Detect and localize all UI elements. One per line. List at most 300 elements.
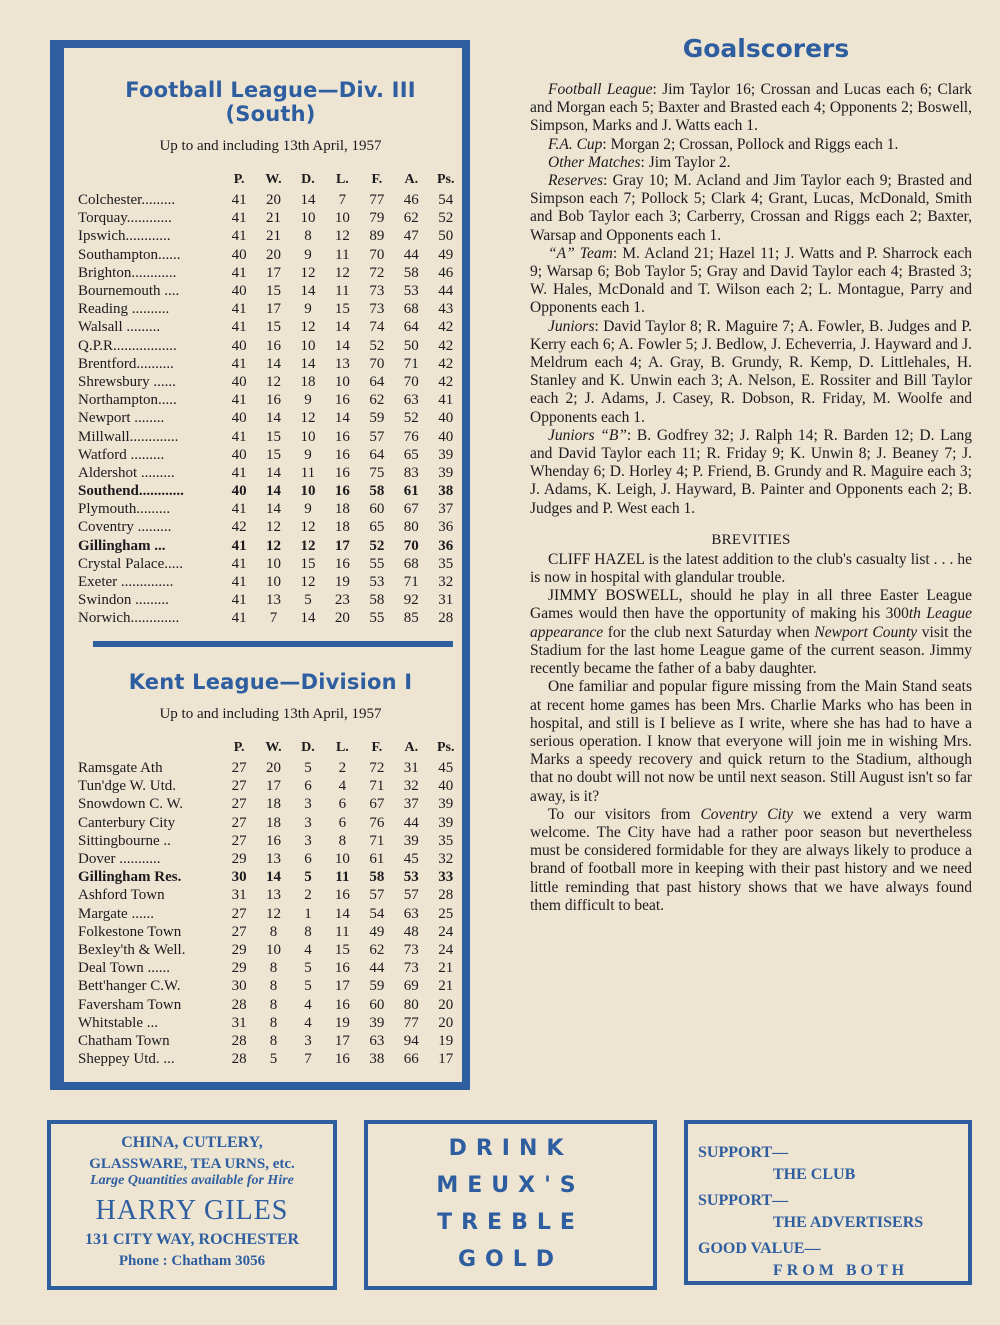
team-name: Shrewsbury ...... (78, 373, 176, 390)
stat-cell: 12 (300, 410, 316, 427)
team-name: Brighton............ (78, 264, 177, 281)
stat-cell: 6 (304, 851, 312, 868)
stat-cell: 80 (403, 519, 419, 536)
stat-cell: 14 (300, 192, 316, 209)
stat-cell: 35 (438, 555, 454, 572)
stat-cell: 76 (369, 814, 385, 831)
kent-title: Kent League—Division I (128, 670, 413, 694)
stat-cell: 45 (438, 760, 454, 777)
stat-cell: 16 (334, 555, 350, 572)
stat-cell: 20 (266, 192, 282, 209)
stat-cell: 41 (231, 301, 247, 318)
table-row (78, 373, 463, 391)
table-row (78, 959, 463, 977)
stat-cell: 31 (403, 760, 419, 777)
stat-cell: 14 (266, 483, 282, 500)
stat-cell: 11 (335, 923, 350, 940)
stat-cell: 28 (231, 1032, 247, 1049)
team-name: Northampton..... (78, 392, 177, 409)
stat-cell: 40 (231, 373, 247, 390)
stat-cell: 40 (438, 428, 454, 445)
stat-cell: 73 (369, 301, 385, 318)
stat-cell: 57 (369, 428, 385, 445)
goalscorers-column (530, 34, 972, 915)
column-header: D. (301, 172, 315, 187)
stat-cell: 27 (231, 832, 247, 849)
team-name: Exeter .............. (78, 574, 174, 591)
stat-cell: 18 (334, 501, 350, 518)
stat-cell: 65 (369, 519, 385, 536)
stat-cell: 41 (231, 501, 247, 518)
stat-cell: 15 (266, 428, 282, 445)
stat-cell: 5 (304, 760, 312, 777)
advert-name: HARRY GILES (95, 1195, 289, 1226)
team-name: Bett'hanger C.W. (78, 978, 181, 995)
stat-cell: 41 (231, 210, 247, 227)
goalscorer-paragraph (530, 81, 972, 136)
table-header-row (78, 737, 463, 759)
stat-cell: 68 (403, 301, 419, 318)
team-name: Ramsgate Ath (78, 760, 163, 777)
team-name: Newport ........ (78, 410, 165, 427)
stat-cell: 59 (369, 978, 385, 995)
team-name: Chatham Town (78, 1032, 170, 1049)
team-name: Walsall ......... (78, 319, 161, 336)
advert-phone: Phone : Chatham 3056 (118, 1253, 266, 1269)
stat-cell: 54 (369, 905, 385, 922)
stat-cell: 41 (231, 392, 247, 409)
stat-cell: 61 (369, 851, 385, 868)
stat-cell: 16 (266, 392, 282, 409)
stat-cell: 52 (369, 537, 385, 554)
stat-cell: 64 (403, 319, 419, 336)
stat-cell: 16 (334, 446, 350, 463)
team-name: Bournemouth .... (78, 283, 180, 300)
stat-cell: 14 (300, 283, 316, 300)
advert-line: THE CLUB (773, 1166, 856, 1183)
stat-cell: 44 (369, 960, 385, 977)
column-header: A. (404, 172, 419, 187)
stat-cell: 36 (438, 519, 454, 536)
team-name: Ashford Town (78, 887, 165, 904)
team-name: Snowdown C. W. (78, 796, 184, 813)
stat-cell: 10 (300, 428, 316, 445)
stat-cell: 8 (338, 832, 347, 849)
stat-cell: 60 (369, 501, 385, 518)
stat-cell: 60 (369, 996, 385, 1013)
stat-cell: 4 (338, 778, 347, 795)
team-name: Deal Town ...... (78, 960, 170, 977)
stat-cell: 52 (403, 410, 419, 427)
stat-cell: 7 (269, 610, 278, 627)
support-advert (684, 1120, 972, 1285)
harry-giles-advert (47, 1120, 337, 1290)
stat-cell: 16 (334, 887, 350, 904)
column-header: P. (233, 172, 245, 187)
stat-cell: 14 (334, 905, 350, 922)
stat-cell: 16 (334, 483, 350, 500)
div3-subtitle: Up to and including 13th April, 1957 (159, 138, 382, 154)
stat-cell: 41 (231, 192, 247, 209)
stat-cell: 10 (334, 210, 350, 227)
stat-cell: 7 (338, 192, 347, 209)
stat-cell: 13 (266, 592, 282, 609)
stat-cell: 69 (403, 978, 419, 995)
advert-line: SUPPORT— (698, 1192, 789, 1209)
stat-cell: 79 (369, 210, 385, 227)
stat-cell: 38 (438, 483, 454, 500)
stat-cell: 21 (438, 960, 454, 977)
stat-cell: 14 (300, 610, 316, 627)
table-row (78, 482, 463, 500)
stat-cell: 85 (403, 610, 419, 627)
table-row (78, 300, 463, 318)
advert-line: SUPPORT— (698, 1144, 789, 1161)
stat-cell: 12 (334, 264, 350, 281)
stat-cell: 12 (300, 264, 316, 281)
scorer-list: : B. Godfrey 32; J. Ralph 14; R. Barden 12; D. Lang and David Taylor each 11; R. Friday 9; K. Unwin 8; J. Beaney 7; J. Whenday 6; D. Horley 4; P. Friend, B. Grundy and R. Maguire each 3; J. Adams, K. Leigh, J. Hayward, B. Painter and Opponents each 2; B. Judges and P. West each 1. (530, 426, 973, 517)
goalscorers-title: Goalscorers (682, 34, 850, 63)
stat-cell: 63 (369, 1032, 385, 1049)
stat-cell: 31 (231, 1014, 247, 1031)
stat-cell: 40 (231, 410, 247, 427)
goalscorer-paragraph (530, 245, 972, 318)
advert-line: MEUX'S (436, 1173, 585, 1198)
section-divider (93, 641, 453, 647)
stat-cell: 20 (438, 1014, 454, 1031)
stat-cell: 8 (269, 923, 278, 940)
stat-cell: 61 (403, 483, 419, 500)
table-row (78, 446, 463, 464)
table-row (78, 555, 463, 573)
stat-cell: 40 (231, 337, 247, 354)
competition-label: Football League (548, 81, 653, 98)
stat-cell: 18 (300, 373, 316, 390)
stat-cell: 76 (403, 428, 419, 445)
column-header: L. (335, 172, 349, 187)
stat-cell: 41 (231, 228, 247, 245)
column-header: F. (371, 740, 383, 755)
stat-cell: 3 (304, 814, 312, 831)
stat-cell: 18 (266, 796, 282, 813)
stat-cell: 2 (338, 760, 347, 777)
stat-cell: 6 (338, 814, 347, 831)
stat-cell: 39 (438, 814, 454, 831)
stat-cell: 13 (266, 887, 282, 904)
goalscorers-list (530, 81, 972, 518)
stat-cell: 75 (369, 464, 385, 481)
stat-cell: 71 (369, 778, 385, 795)
scorer-list: : David Taylor 8; R. Maguire 7; A. Fowler, B. Judges and P. Kerry each 6; A. Fowler 5; J. Bedlow, J. Echeverria, J. Hayward and J. Meldrum each 4; A. Gray, B. Grundy, R. Kemp, D. Littlehales, H. Stanley and K. Unwin each 3; A. Nelson, E. Rossiter and Bill Taylor each 2; J. Adams, J. Casey, R. Dobson, R. Friday, M. Woolfe and Opponents each 1. (530, 317, 972, 426)
stat-cell: 50 (403, 337, 419, 354)
stat-cell: 11 (300, 464, 316, 481)
stat-cell: 73 (369, 283, 385, 300)
stat-cell: 66 (403, 1051, 419, 1068)
stat-cell: 6 (338, 796, 347, 813)
column-header: A. (404, 740, 419, 755)
table-row (78, 832, 463, 850)
stat-cell: 5 (269, 1051, 278, 1068)
stat-cell: 64 (369, 446, 385, 463)
team-name: Aldershot ......... (78, 464, 175, 481)
stat-cell: 72 (369, 760, 385, 777)
stat-cell: 25 (438, 905, 454, 922)
stat-cell: 57 (369, 887, 385, 904)
stat-cell: 40 (231, 246, 247, 263)
team-name: Torquay............ (78, 210, 172, 227)
advert-line: GOOD VALUE— (698, 1240, 821, 1257)
stat-cell: 39 (403, 832, 419, 849)
stat-cell: 47 (403, 228, 419, 245)
competition-label: Reserves (548, 172, 604, 190)
stat-cell: 16 (334, 996, 350, 1013)
stat-cell: 40 (231, 283, 247, 300)
stat-cell: 10 (334, 851, 350, 868)
stat-cell: 40 (231, 483, 247, 500)
team-name: Colchester......... (78, 192, 176, 209)
stat-cell: 10 (300, 483, 316, 500)
stat-cell: 70 (403, 373, 419, 390)
stat-cell: 10 (266, 941, 282, 958)
stat-cell: 17 (334, 978, 350, 995)
stat-cell: 70 (403, 537, 419, 554)
team-name: Coventry ......... (78, 519, 172, 536)
stat-cell: 17 (266, 301, 282, 318)
stat-cell: 15 (266, 283, 282, 300)
kent-table-section (78, 670, 463, 1068)
stat-cell: 53 (403, 283, 419, 300)
stat-cell: 12 (300, 319, 316, 336)
stat-cell: 28 (438, 887, 454, 904)
stat-cell: 41 (231, 555, 247, 572)
competition-label: “A” Team (548, 244, 613, 262)
team-name: Margate ...... (78, 905, 154, 922)
table-header-row (78, 169, 463, 191)
stat-cell: 16 (266, 832, 282, 849)
scorer-list: : Morgan 2; Crossan, Pollock and Riggs each 1. (602, 135, 899, 153)
stat-cell: 12 (266, 537, 282, 554)
table-row (78, 318, 463, 336)
stat-cell: 4 (304, 996, 312, 1013)
team-name: Plymouth......... (78, 501, 171, 518)
stat-cell: 8 (269, 1032, 278, 1049)
table-row (78, 923, 463, 941)
stat-cell: 15 (266, 319, 282, 336)
stat-cell: 41 (231, 264, 247, 281)
stat-cell: 44 (438, 283, 454, 300)
advert-line: FROM BOTH (773, 1262, 909, 1279)
advert-line: GOLD (457, 1247, 564, 1272)
stat-cell: 20 (266, 246, 282, 263)
stat-cell: 55 (369, 610, 385, 627)
table-row (78, 191, 463, 209)
scorer-list: : Jim Taylor 16; Crossan and Lucas each 6; Clark and Morgan each 5; Baxter and Brasted each 4; Opponents 2; Boswell, Simpson, Marks and J. Watts each 1. (530, 81, 972, 135)
stat-cell: 5 (304, 592, 312, 609)
stat-cell: 70 (369, 355, 385, 372)
stat-cell: 70 (369, 246, 385, 263)
stat-cell: 16 (334, 960, 350, 977)
stat-cell: 28 (231, 996, 247, 1013)
table-row (78, 609, 463, 627)
stat-cell: 48 (403, 923, 419, 940)
scorer-list: : Jim Taylor 2. (640, 153, 731, 171)
column-header: F. (371, 172, 383, 187)
stat-cell: 41 (231, 464, 247, 481)
table-row (78, 995, 463, 1013)
stat-cell: 9 (304, 501, 312, 518)
stat-cell: 2 (304, 887, 312, 904)
stat-cell: 27 (231, 905, 247, 922)
advert-line: DRINK (448, 1136, 573, 1161)
stat-cell: 72 (369, 264, 385, 281)
stat-cell: 12 (300, 537, 316, 554)
stat-cell: 15 (300, 555, 316, 572)
stat-cell: 12 (334, 228, 350, 245)
stat-cell: 43 (438, 301, 454, 318)
stat-cell: 27 (231, 760, 247, 777)
team-name: Southampton...... (78, 246, 181, 263)
stat-cell: 39 (438, 446, 454, 463)
stat-cell: 57 (403, 887, 419, 904)
stat-cell: 41 (231, 355, 247, 372)
league-tables-panel (50, 40, 470, 1090)
stat-cell: 11 (335, 869, 350, 886)
stat-cell: 74 (369, 319, 385, 336)
stat-cell: 73 (403, 941, 419, 958)
stat-cell: 14 (266, 464, 282, 481)
stat-cell: 29 (231, 941, 247, 958)
stat-cell: 77 (369, 192, 385, 209)
stat-cell: 24 (438, 941, 454, 958)
stat-cell: 45 (403, 851, 419, 868)
goalscorer-paragraph (530, 172, 972, 245)
table-row (78, 518, 463, 536)
stat-cell: 59 (369, 410, 385, 427)
stat-cell: 18 (266, 814, 282, 831)
stat-cell: 14 (334, 319, 350, 336)
stat-cell: 3 (304, 832, 312, 849)
table-row (78, 814, 463, 832)
table-row (78, 427, 463, 445)
column-header (78, 169, 222, 191)
team-name: Brentford.......... (78, 355, 174, 372)
div3-table-section (78, 78, 463, 628)
stat-cell: 39 (438, 796, 454, 813)
stat-cell: 7 (304, 1051, 312, 1068)
stat-cell: 21 (266, 228, 282, 245)
column-header: Ps. (436, 740, 455, 755)
competition-label: Juniors “B” (548, 426, 627, 444)
stat-cell: 53 (403, 869, 419, 886)
stat-cell: 41 (231, 610, 247, 627)
table-row (78, 1014, 463, 1032)
stat-cell: 39 (369, 1014, 385, 1031)
stat-cell: 63 (403, 905, 419, 922)
team-name: Q.P.R................. (78, 337, 177, 354)
stat-cell: 40 (231, 446, 247, 463)
stat-cell: 27 (231, 923, 247, 940)
stat-cell: 8 (269, 1014, 278, 1031)
stat-cell: 41 (231, 319, 247, 336)
team-name: Watford ......... (78, 446, 165, 463)
stat-cell: 42 (438, 355, 454, 372)
column-header: Ps. (436, 172, 455, 187)
stat-cell: 9 (304, 246, 312, 263)
stat-cell: 14 (334, 410, 350, 427)
brevities-paragraph: JIMMY BOSWELL, should he play in all three Easter League Games would then have the opportunity of making his 300th League appearance for the club next Saturday when Newport County visit the Stadium for the last home League game of the current season. Jimmy recently became the father of a baby daughter. (530, 587, 973, 678)
stat-cell: 67 (403, 501, 419, 518)
goalscorer-paragraph (530, 154, 972, 172)
table-row (78, 573, 463, 591)
stat-cell: 19 (334, 574, 350, 591)
div3-title: Football League—Div. III (South) (125, 78, 416, 126)
goalscorer-paragraph (530, 318, 972, 427)
stat-cell: 36 (438, 537, 454, 554)
stat-cell: 16 (334, 1051, 350, 1068)
stat-cell: 52 (369, 337, 385, 354)
kent-subtitle: Up to and including 13th April, 1957 (159, 706, 382, 722)
stat-cell: 10 (266, 574, 282, 591)
team-name: Swindon ......... (78, 592, 169, 609)
table-row (78, 282, 463, 300)
stat-cell: 27 (231, 814, 247, 831)
table-row (78, 886, 463, 904)
table-row (78, 868, 463, 886)
team-name: Reading .......... (78, 301, 170, 318)
column-header: W. (265, 172, 282, 187)
table-row (78, 1050, 463, 1068)
team-name: Bexley'th & Well. (78, 941, 186, 958)
table-row (78, 246, 463, 264)
stat-cell: 15 (334, 301, 350, 318)
table-row (78, 464, 463, 482)
goalscorer-paragraph (530, 427, 972, 518)
table-row (78, 941, 463, 959)
stat-cell: 3 (304, 1032, 312, 1049)
stat-cell: 38 (369, 1051, 385, 1068)
stat-cell: 14 (300, 355, 316, 372)
stat-cell: 50 (438, 228, 454, 245)
stat-cell: 68 (403, 555, 419, 572)
stat-cell: 16 (334, 428, 350, 445)
team-name: Sheppey Utd. ... (78, 1051, 175, 1068)
team-name: Whitstable ... (78, 1014, 158, 1031)
stat-cell: 9 (304, 392, 312, 409)
stat-cell: 27 (231, 796, 247, 813)
stat-cell: 8 (304, 923, 312, 940)
stat-cell: 71 (369, 832, 385, 849)
stat-cell: 52 (438, 210, 454, 227)
stat-cell: 8 (269, 960, 278, 977)
stat-cell: 41 (231, 428, 247, 445)
stat-cell: 28 (438, 610, 454, 627)
brevities-paragraph: CLIFF HAZEL is the latest addition to the club's casualty list . . . he is now in hospital with glandular trouble. (530, 550, 972, 587)
stat-cell: 14 (334, 337, 350, 354)
stat-cell: 5 (304, 960, 312, 977)
advert-line: GLASSWARE, TEA URNS, etc. (89, 1156, 295, 1172)
team-name: Ipswich............ (78, 228, 171, 245)
stat-cell: 46 (438, 264, 454, 281)
stat-cell: 44 (403, 246, 419, 263)
team-name: Millwall............. (78, 428, 179, 445)
advert-line: Large Quantities available for Hire (90, 1173, 294, 1188)
stat-cell: 62 (369, 941, 385, 958)
table-row (78, 977, 463, 995)
column-header: P. (233, 740, 245, 755)
table-row (78, 777, 463, 795)
stat-cell: 32 (438, 851, 454, 868)
stat-cell: 27 (231, 778, 247, 795)
